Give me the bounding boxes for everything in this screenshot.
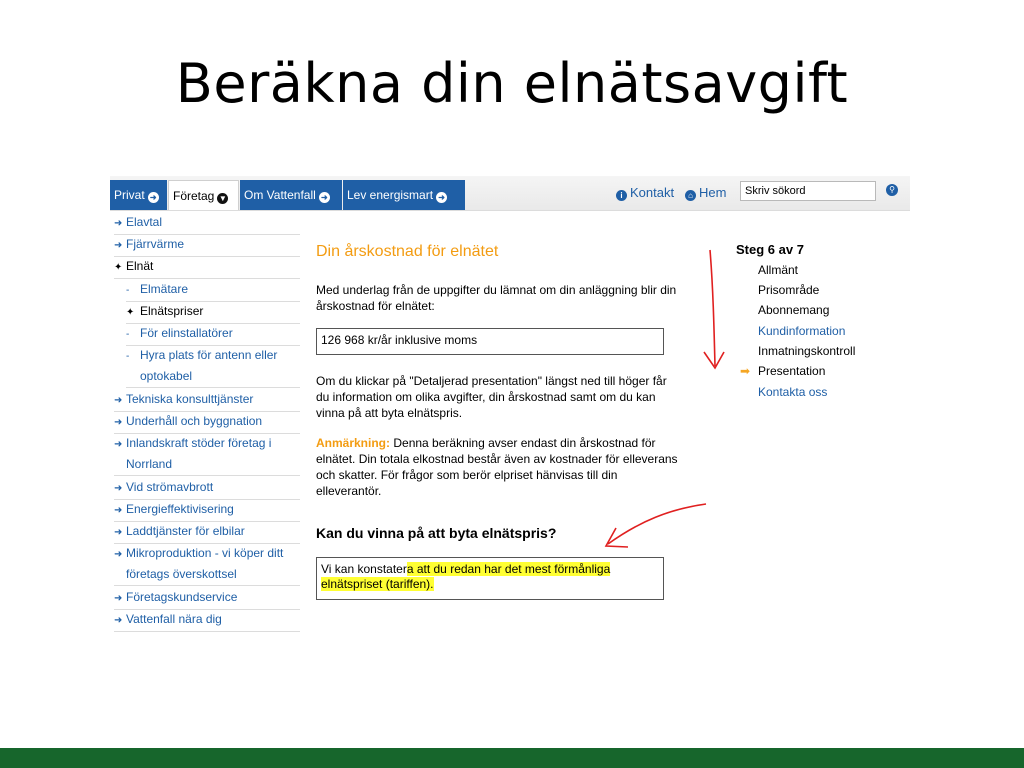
main-heading: Din årskostnad för elnätet <box>316 243 499 260</box>
cost-value: 126 968 kr/år inklusive moms <box>321 333 478 347</box>
tab-label: Företag <box>173 189 215 203</box>
annotation-arrows <box>110 176 910 636</box>
step-allmant: Allmänt <box>758 263 799 277</box>
detail-text: Om du klickar på "Detaljerad presentation" längst ned till höger får du information om olika avgifter, din årskostnad samt om du kan vinna på att byta elnätspris. <box>316 374 667 420</box>
answer-highlight-1: a att du redan har det mest förmånliga <box>406 562 611 576</box>
nav-label: Laddtjänster för elbilar <box>126 524 245 538</box>
note-label: Anmärkning: <box>316 436 391 450</box>
arrow-circle-icon: ➜ <box>319 192 330 203</box>
slide-title: Beräkna din elnätsavgift <box>175 52 849 115</box>
search-icon[interactable]: ⚲ <box>886 184 898 196</box>
nav-label: Elnät <box>126 259 154 273</box>
home-icon: ⌂ <box>685 190 696 201</box>
nav-label: Energieffektivisering <box>126 502 234 516</box>
arrow-icon: ➜ <box>114 439 123 450</box>
step-kundinformation[interactable]: Kundinformation <box>758 324 846 338</box>
arrow-icon: ✦ <box>114 262 123 273</box>
arrow-icon: ➜ <box>114 505 123 516</box>
question-heading: Kan du vinna på att byta elnätspris? <box>316 525 557 541</box>
arrow-icon: ➜ <box>114 527 123 538</box>
answer-highlight-2: elnätspriset (tariffen). <box>321 577 434 591</box>
arrow-icon: ➜ <box>114 240 123 251</box>
intro-text: Med underlag från de uppgifter du lämnat om din anläggning blir din årskostnad för elnätet: <box>316 283 677 313</box>
tab-label: Om Vattenfall <box>244 188 316 202</box>
arrow-circle-icon: ➜ <box>148 192 159 203</box>
footer-band <box>0 748 1024 768</box>
down-arrow-annotation <box>710 250 715 366</box>
info-icon: i <box>616 190 627 201</box>
dash-icon: - <box>126 285 130 296</box>
left-arrow-annotation <box>608 504 706 544</box>
nav-label: Fjärrvärme <box>126 237 185 251</box>
step-presentation: Presentation <box>758 364 826 378</box>
nav-label: För elinstallatörer <box>140 326 233 340</box>
nav-label: Inlandskraft stöder företag i Norrland <box>126 436 272 471</box>
arrow-right-icon: ➡ <box>740 364 751 378</box>
arrow-icon: ➜ <box>114 395 123 406</box>
step-inmatningskontroll: Inmatningskontroll <box>758 344 856 358</box>
nav-label: Elavtal <box>126 215 163 229</box>
note-body: Denna beräkning avser endast din årskostnad för elnätet. Din totala elkostnad består även av kostnader för elleverans och skatter. För frågor som berör elpriset hänvisas till din elleverantör. <box>316 436 678 498</box>
dash-icon: - <box>126 329 130 340</box>
nav-label: Företagskundservice <box>126 590 238 604</box>
arrow-icon: ➜ <box>114 417 123 428</box>
nav-label: Tekniska konsulttjänster <box>126 392 254 406</box>
arrow-icon: ➜ <box>114 483 123 494</box>
nav-label: Elmätare <box>140 282 189 296</box>
kontakt-label: Kontakt <box>630 185 675 200</box>
arrow-icon: ➜ <box>114 549 123 560</box>
arrow-icon: ➜ <box>114 593 123 604</box>
step-prisomrade: Prisområde <box>758 283 820 297</box>
nav-label: Elnätspriser <box>140 304 204 318</box>
search-input[interactable]: Skriv sökord <box>740 181 876 201</box>
arrow-icon: ✦ <box>126 307 135 318</box>
nav-label: Hyra plats för antenn eller optokabel <box>140 348 278 383</box>
dash-icon: - <box>126 351 130 362</box>
steps-title: Steg 6 av 7 <box>736 242 804 257</box>
arrow-circle-icon: ▼ <box>218 194 227 203</box>
nav-label: Vattenfall nära dig <box>126 612 222 626</box>
nav-label: Underhåll och byggnation <box>126 414 263 428</box>
nav-label: Mikroproduktion - vi köper ditt företags överskottsel <box>126 546 284 581</box>
nav-label: Vid strömavbrott <box>126 480 214 494</box>
website-screenshot <box>110 176 910 636</box>
tab-label: Lev energismart <box>347 188 434 202</box>
hem-label: Hem <box>699 185 727 200</box>
arrow-circle-icon: ➜ <box>436 192 447 203</box>
step-abonnemang: Abonnemang <box>758 303 830 317</box>
answer-pre: Vi kan konstater <box>321 562 407 576</box>
arrow-icon: ➜ <box>114 218 123 229</box>
tab-label: Privat <box>114 188 145 202</box>
step-kontakta-oss[interactable]: Kontakta oss <box>758 385 828 399</box>
arrow-icon: ➜ <box>114 615 123 626</box>
